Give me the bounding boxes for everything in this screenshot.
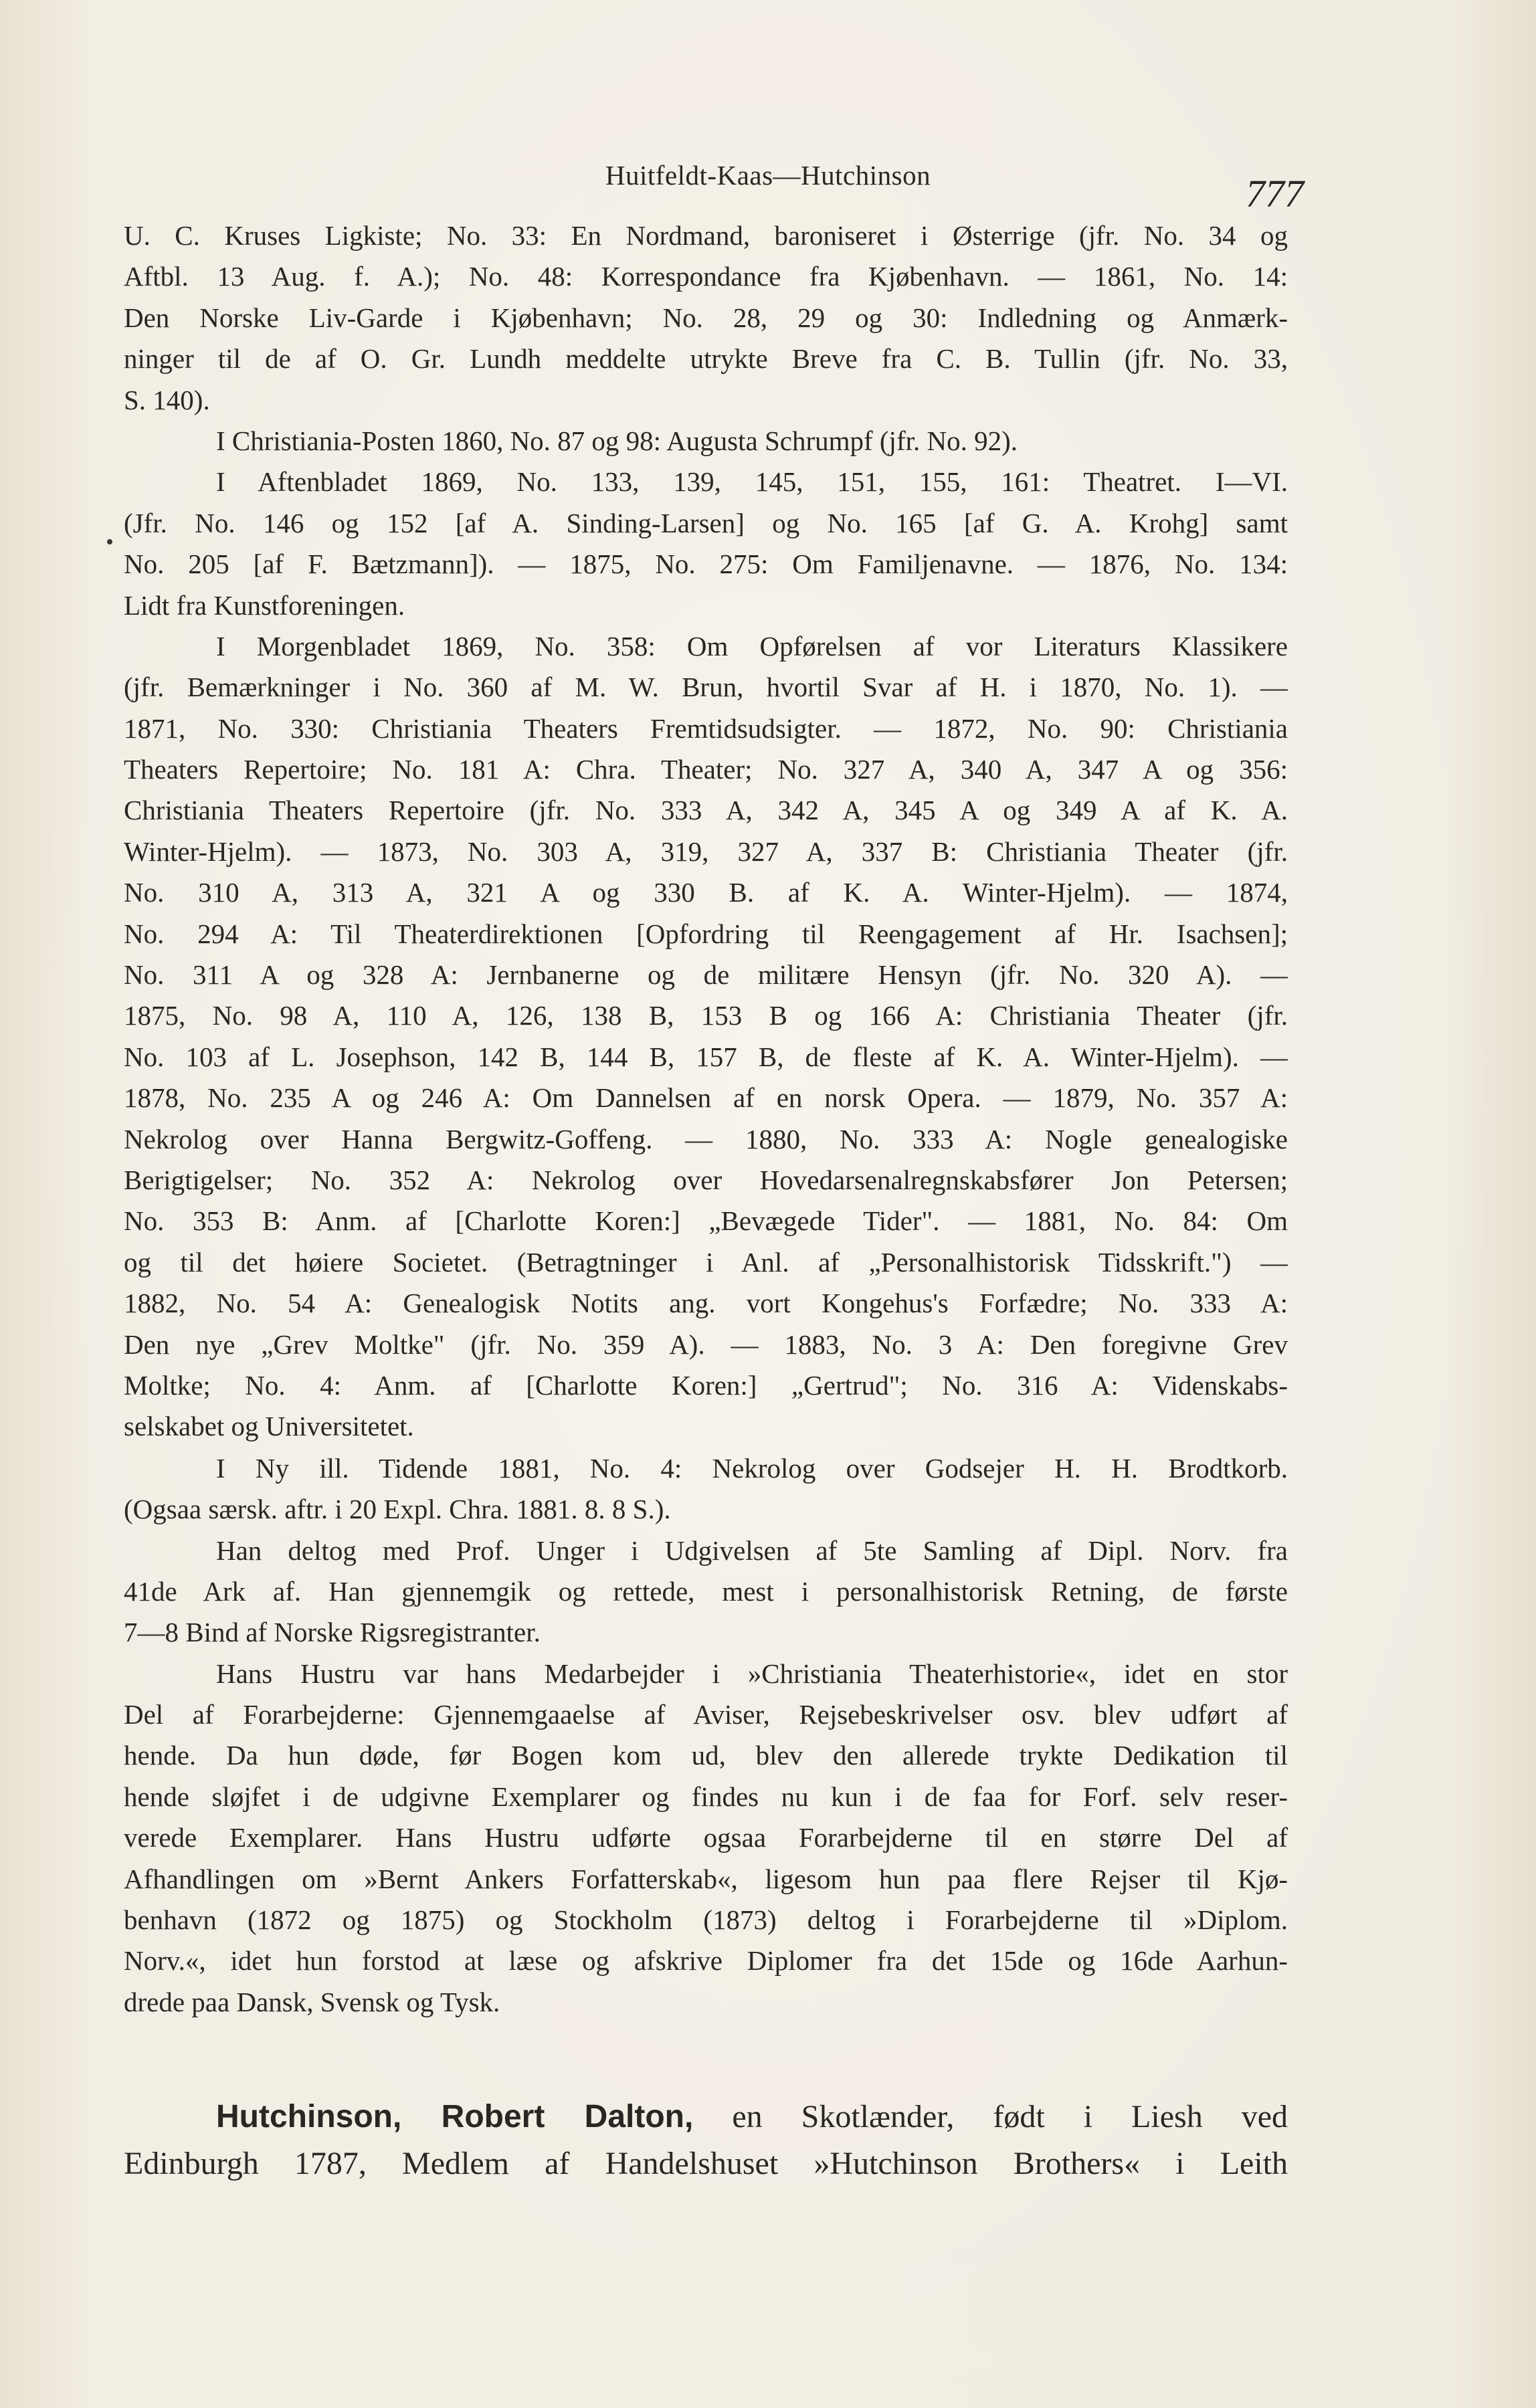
text-line: 1875, No. 98 A, 110 A, 126, 138 B, 153 B og 166 A: Christiania Theater (jfr. (124, 1000, 1288, 1031)
text-line: drede paa Dansk, Svensk og Tysk. (124, 1986, 500, 2017)
text-line: Christiania Theaters Repertoire (jfr. No. 333 A, 342 A, 345 A og 349 A af K. A. (124, 795, 1288, 826)
text-line: ninger til de af O. Gr. Lundh meddelte utrykte Breve fra C. B. Tullin (jfr. No. 33, (124, 343, 1288, 375)
text-line: Lidt fra Kunstforeningen. (124, 589, 405, 621)
text-line: Den Norske Liv-Garde i Kjøbenhavn; No. 28, 29 og 30: Indledning og Anmærk- (124, 302, 1288, 333)
entry-first-line (124, 2094, 1288, 2140)
text-line: I Morgenbladet 1869, No. 358: Om Opførelsen af vor Literaturs Klassikere (216, 630, 1288, 662)
text-line: No. 103 af L. Josephson, 142 B, 144 B, 157 B, de fleste af K. A. Winter-Hjelm). — (124, 1041, 1288, 1072)
page-number: 777 (1246, 172, 1304, 215)
text-line: benhavn (1872 og 1875) og Stockholm (1873) deltog i Forarbejderne til »Diplom. (124, 1904, 1288, 1936)
text-line: selskabet og Universitetet. (124, 1411, 414, 1442)
text-line: No. 310 A, 313 A, 321 A og 330 B. af K. A. Winter-Hjelm). — 1874, (124, 877, 1288, 908)
body-text (124, 215, 1288, 2022)
margin-mark (107, 539, 112, 544)
new-entry (124, 2094, 1288, 2187)
text-line: 1878, No. 235 A og 246 A: Om Dannelsen af en norsk Opera. — 1879, No. 357 A: (124, 1082, 1288, 1114)
text-line: No. 294 A: Til Theaterdirektionen [Opfordring til Reengagement af Hr. Isachsen]; (124, 918, 1288, 949)
text-line: Norv.«, idet hun forstod at læse og afskrive Diplomer fra det 15de og 16de Aarhun- (124, 1945, 1288, 1977)
text-line: S. 140). (124, 384, 210, 415)
text-line: hende sløjfet i de udgivne Exemplarer og findes nu kun i de faa for Forf. selv reser- (124, 1781, 1288, 1812)
text-line: verede Exemplarer. Hans Hustru udførte ogsaa Forarbejderne til en større Del af (124, 1822, 1288, 1853)
text-line: Den nye „Grev Moltke" (jfr. No. 359 A). — 1883, No. 3 A: Den foregivne Grev (124, 1328, 1288, 1360)
text-line: I Christiania-Posten 1860, No. 87 og 98: Augusta Schrumpf (jfr. No. 92). (216, 425, 1018, 456)
text-line: Moltke; No. 4: Anm. af [Charlotte Koren:] „Gertrud"; No. 316 A: Videnskabs- (124, 1369, 1288, 1401)
text-line: Aftbl. 13 Aug. f. A.); No. 48: Korrespondance fra Kjøbenhavn. — 1861, No. 14: (124, 261, 1288, 292)
text-line: (Jfr. No. 146 og 152 [af A. Sinding-Larsen] og No. 165 [af G. A. Krohg] samt (124, 507, 1288, 538)
text-line: Winter-Hjelm). — 1873, No. 303 A, 319, 327 A, 337 B: Christiania Theater (jfr. (124, 835, 1288, 867)
text-line: hende. Da hun døde, før Bogen kom ud, blev den allerede trykte Dedikation til (124, 1740, 1288, 1771)
entry-headword: Hutchinson, Robert Dalton, (216, 2099, 694, 2134)
text-line: No. 353 B: Anm. af [Charlotte Koren:] „Bevægede Tider". — 1881, No. 84: Om (124, 1205, 1288, 1237)
text-line: Edinburgh 1787, Medlem af Handelshuset »Hutchinson Brothers« i Leith (124, 2146, 1288, 2181)
text-line: Berigtigelser; No. 352 A: Nekrolog over Hovedarsenalregnskabsfører Jon Petersen; (124, 1164, 1288, 1195)
text-line: Hans Hustru var hans Medarbejder i »Christiania Theaterhistorie«, idet en stor (216, 1658, 1288, 1689)
text-line: I Ny ill. Tidende 1881, No. 4: Nekrolog over Godsejer H. H. Brodtkorb. (216, 1452, 1288, 1484)
text-line: 1871, No. 330: Christiania Theaters Fremtidsudsigter. — 1872, No. 90: Christiania (124, 712, 1288, 744)
text-line: (jfr. Bemærkninger i No. 360 af M. W. Brun, hvortil Svar af H. i 1870, No. 1). — (124, 672, 1288, 703)
text-line: No. 205 [af F. Bætzmann]). — 1875, No. 275: Om Familjenavne. — 1876, No. 134: (124, 548, 1288, 580)
text-line: Del af Forarbejderne: Gjennemgaaelse af Aviser, Rejsebeskrivelser osv. blev udført af (124, 1699, 1288, 1730)
text-line: 7—8 Bind af Norske Rigsregistranter. (124, 1617, 541, 1648)
text-line: Afhandlingen om »Bernt Ankers Forfatterskab«, ligesom hun paa flere Rejser til Kjø- (124, 1863, 1288, 1894)
entry-text: en Skotlænder, født i Liesh ved (732, 2099, 1288, 2134)
text-line: Han deltog med Prof. Unger i Udgivelsen af 5te Samling af Dipl. Norv. fra (216, 1534, 1288, 1566)
text-line: I Aftenbladet 1869, No. 133, 139, 145, 151, 155, 161: Theatret. I—VI. (216, 466, 1288, 498)
text-line: og til det høiere Societet. (Betragtninger i Anl. af „Personalhistorisk Tidsskrift.") — (124, 1246, 1288, 1278)
text-line: No. 311 A og 328 A: Jernbanerne og de militære Hensyn (jfr. No. 320 A). — (124, 959, 1288, 991)
text-line: U. C. Kruses Ligkiste; No. 33: En Nordmand, baroniseret i Østerrige (jfr. No. 34 og (124, 220, 1288, 251)
text-line: 1882, No. 54 A: Genealogisk Notits ang. vort Kongehus's Forfædre; No. 333 A: (124, 1288, 1288, 1319)
text-line: Theaters Repertoire; No. 181 A: Chra. Theater; No. 327 A, 340 A, 347 A og 356: (124, 754, 1288, 785)
text-line: 41de Ark af. Han gjennemgik og rettede, mest i personalhistorisk Retning, de første (124, 1575, 1288, 1607)
running-title: Huitfeldt-Kaas—Hutchinson (605, 160, 931, 191)
text-line: Nekrolog over Hanna Bergwitz-Goffeng. — 1880, No. 333 A: Nogle genealogiske (124, 1123, 1288, 1155)
text-line: (Ogsaa særsk. aftr. i 20 Expl. Chra. 1881. 8. 8 S.). (124, 1494, 671, 1525)
